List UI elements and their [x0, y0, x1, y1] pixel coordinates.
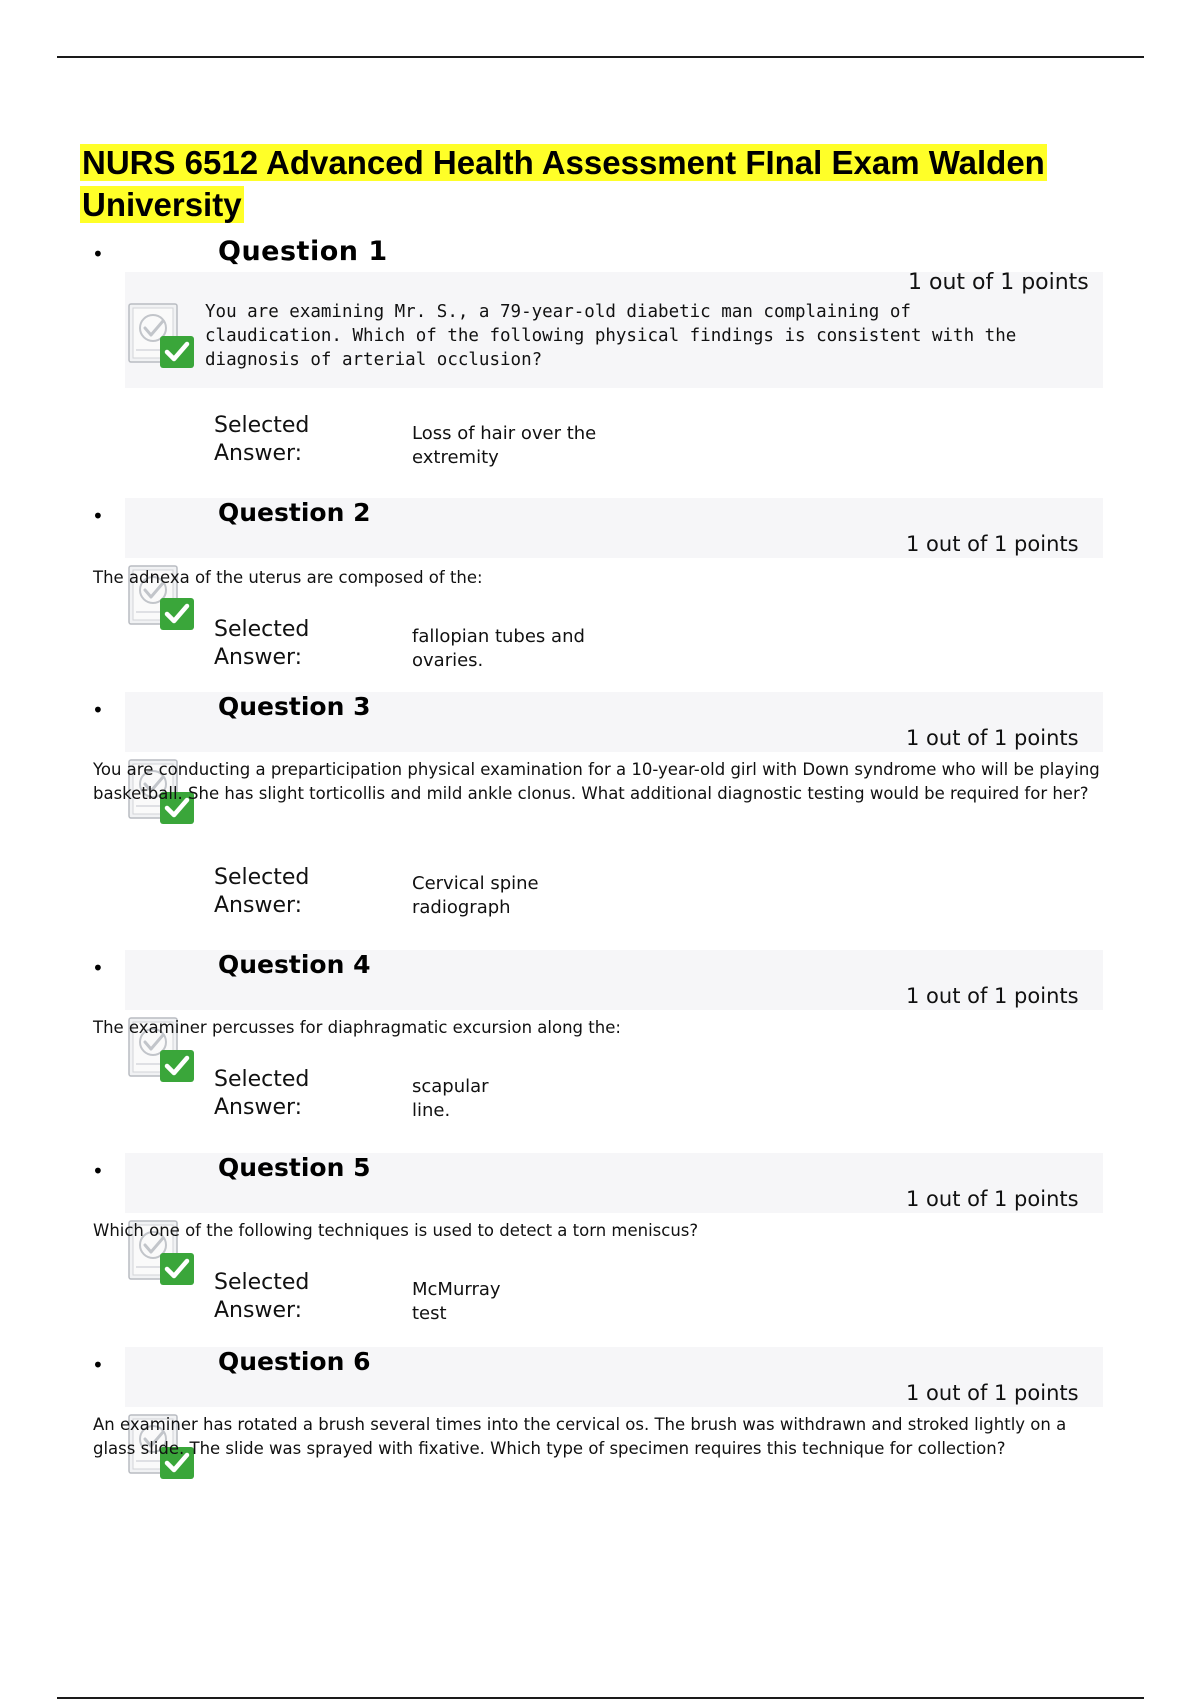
- bullet: •: [92, 1159, 104, 1183]
- selected-answer-value: Loss of hair over the extremity: [412, 423, 597, 468]
- bullet: •: [92, 504, 104, 528]
- bullet: •: [92, 956, 104, 980]
- selected-answer-label: Selected Answer:: [214, 1067, 310, 1120]
- question-text: The examiner percusses for diaphragmatic excursion along the:: [93, 1018, 621, 1037]
- checkmark-correct-icon: [126, 300, 198, 372]
- bullet: •: [92, 1353, 104, 1377]
- selected-answer-label: Selected Answer:: [214, 413, 310, 466]
- question-heading: Question 2: [218, 498, 371, 527]
- question-text: The adnexa of the uterus are composed of the:: [93, 568, 483, 587]
- question-text: You are examining Mr. S., a 79-year-old diabetic man complaining of claudication. Which of the following physical findings is consistent with the diagnosis of arterial occlusion?: [205, 302, 1017, 370]
- selected-answer-value: fallopian tubes and ovaries.: [412, 626, 585, 671]
- selected-answer-value: Cervical spine radiograph: [412, 873, 539, 918]
- document-title: NURS 6512 Advanced Health Assessment FInal Exam Walden University: [82, 144, 1045, 223]
- bullet: •: [92, 242, 104, 266]
- question-text: You are conducting a preparticipation physical examination for a 10-year-old girl with Down syndrome who will be playing basketball. She has slight torticollis and mild ankle clonus. What additional diagnostic testing would be required for her?: [93, 760, 1100, 803]
- top-rule: [57, 56, 1144, 58]
- question-points: 1 out of 1 points: [906, 726, 1079, 750]
- question-heading: Question 5: [218, 1153, 371, 1182]
- bullet: •: [92, 698, 104, 722]
- question-heading: Question 3: [218, 692, 371, 721]
- question-points: 1 out of 1 points: [906, 532, 1079, 556]
- question-points: 1 out of 1 points: [906, 984, 1079, 1008]
- question-points: 1 out of 1 points: [906, 1187, 1079, 1211]
- selected-answer-label: Selected Answer:: [214, 865, 310, 918]
- question-text: An examiner has rotated a brush several times into the cervical os. The brush was withdrawn and stroked lightly on a glass slide. The slide was sprayed with fixative. Which type of specimen requires this technique for collection?: [93, 1415, 1067, 1458]
- bottom-rule: [57, 1697, 1144, 1699]
- question-heading: Question 4: [218, 950, 371, 979]
- question-points: 1 out of 1 points: [908, 270, 1089, 295]
- question-heading: Question 1: [218, 236, 388, 267]
- question-text: Which one of the following techniques is used to detect a torn meniscus?: [93, 1221, 699, 1240]
- selected-answer-value: scapular line.: [412, 1076, 489, 1121]
- selected-answer-label: Selected Answer:: [214, 617, 310, 670]
- question-heading: Question 6: [218, 1347, 371, 1376]
- selected-answer-label: Selected Answer:: [214, 1270, 310, 1323]
- selected-answer-value: McMurray test: [412, 1279, 501, 1324]
- question-points: 1 out of 1 points: [906, 1381, 1079, 1405]
